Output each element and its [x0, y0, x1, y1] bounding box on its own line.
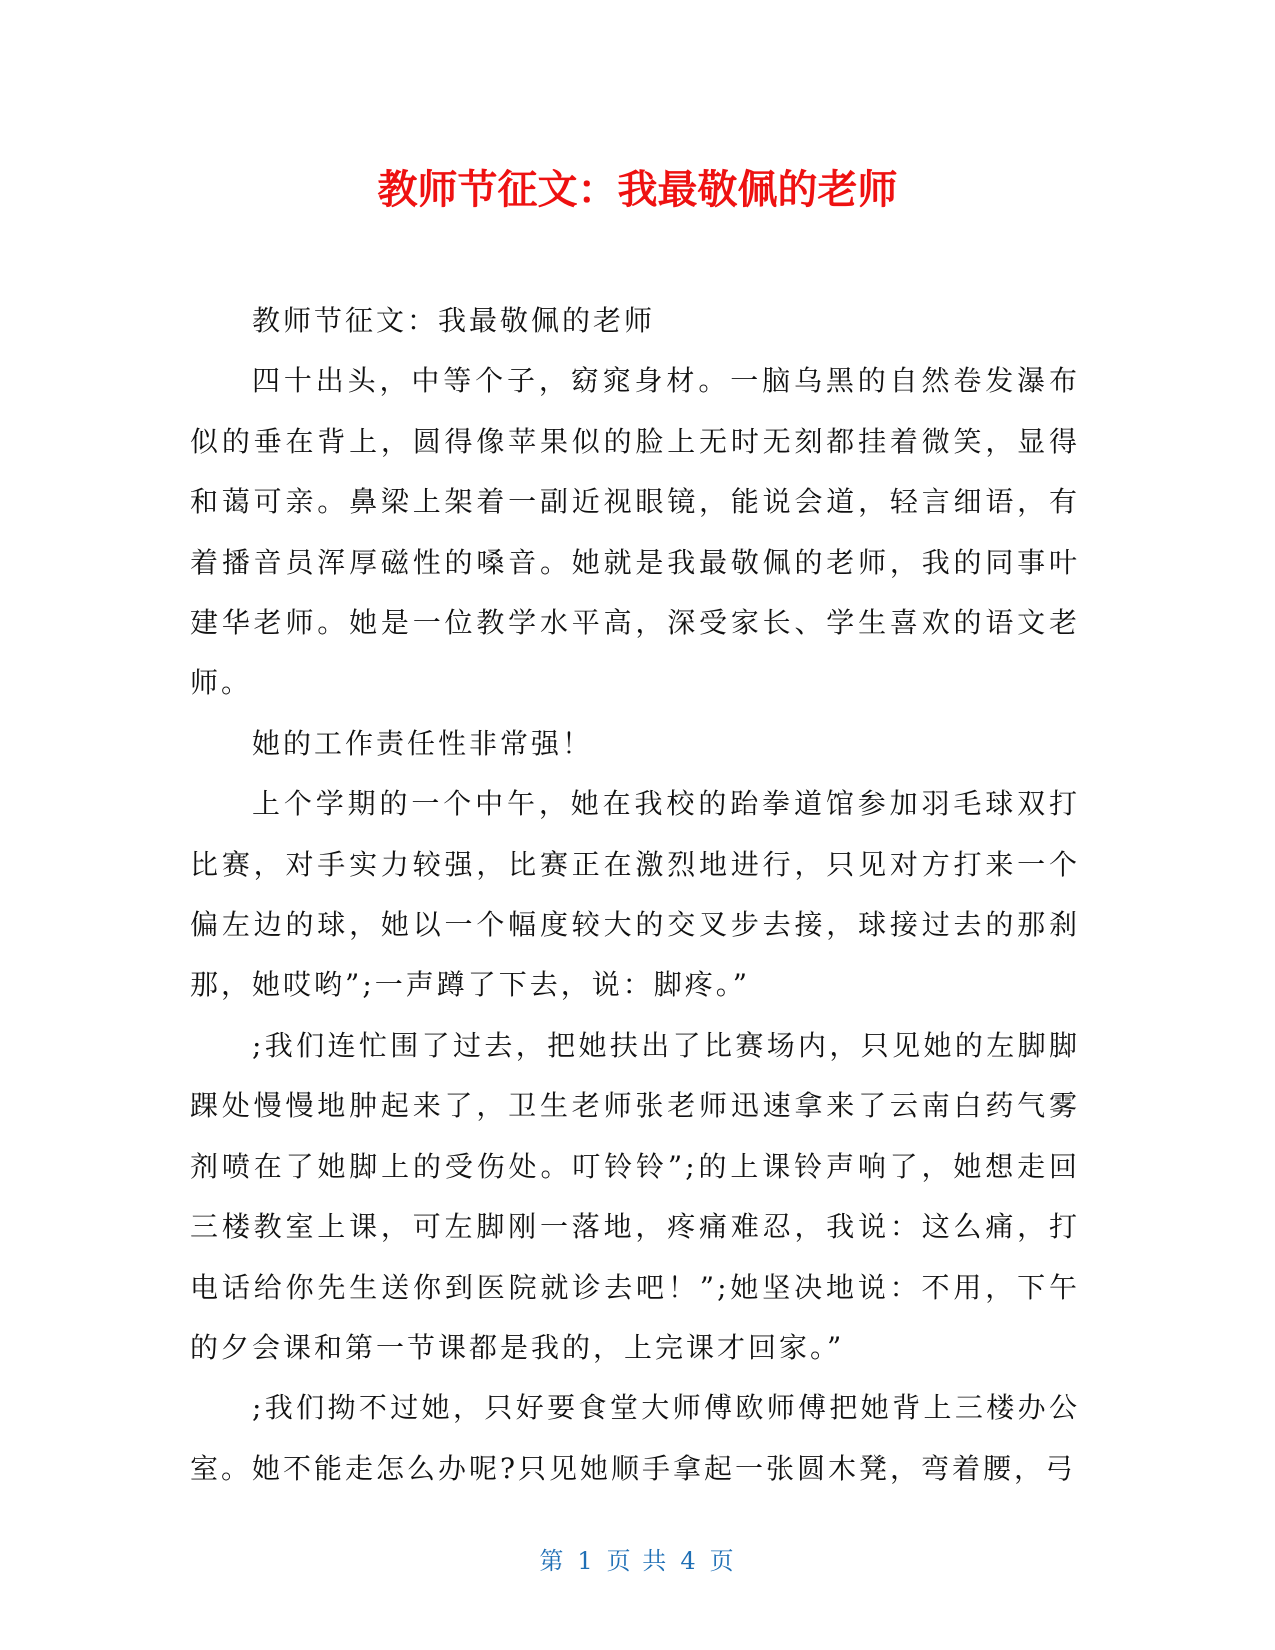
footer-total-pages: 4: [680, 1547, 698, 1575]
footer-label-page: 第: [539, 1547, 566, 1575]
document-title: 教师节征文：我最敬佩的老师: [377, 167, 898, 213]
paragraph-teacher-description: 四十出头，中等个子，窈窕身材。一脑乌黑的自然卷发瀑布似的垂在背上，圆得像苹果似的脸上无时无刻都挂着微笑，显得和蔼可亲。鼻梁上架着一副近视眼镜，能说会道，轻言细语，有着播音员浑厚磁性的嗓音。她就是我最敬佩的老师，我的同事叶建华老师。她是一位教学水平高，深受家长、学生喜欢的语文老师。: [190, 364, 1080, 700]
footer-current-page: 1: [577, 1547, 595, 1575]
paragraph-injury: ;我们连忙围了过去，把她扶出了比赛场内，只见她的左脚脚踝处慢慢地肿起来了，卫生老师张老师迅速拿来了云南白药气雾剂喷在了她脚上的受伤处。叮铃铃”;的上课铃声响了，她想走回三楼教室上课，可左脚刚一落地，疼痛难忍，我说：这么痛，打电话给你先生送你到医院就诊去吧！”;她坚决地说：不用，下午的夕会课和第一节课都是我的，上完课才回家。”: [190, 1028, 1080, 1364]
paragraph-subtitle: 教师节征文：我最敬佩的老师: [252, 304, 656, 337]
footer-label-of: 页 共: [606, 1547, 669, 1575]
paragraph-carried-upstairs: ;我们拗不过她，只好要食堂大师傅欧师傅把她背上三楼办公室。她不能走怎么办呢?只见她顺手拿起一张圆木凳，弯着腰，弓: [190, 1391, 1080, 1485]
footer-label-end: 页: [709, 1547, 736, 1575]
paragraph-responsibility: 她的工作责任性非常强！: [252, 726, 594, 760]
page-number-footer: [0, 1545, 1275, 1577]
paragraph-badminton-match: 上个学期的一个中午，她在我校的跆拳道馆参加羽毛球双打比赛，对手实力较强，比赛正在激烈地进行，只见对方打来一个偏左边的球，她以一个幅度较大的交叉步去接，球接过去的那刹那，她哎哟”;一声蹲了下去，说：脚疼。”: [190, 787, 1080, 1002]
document-body: [190, 291, 1080, 1499]
